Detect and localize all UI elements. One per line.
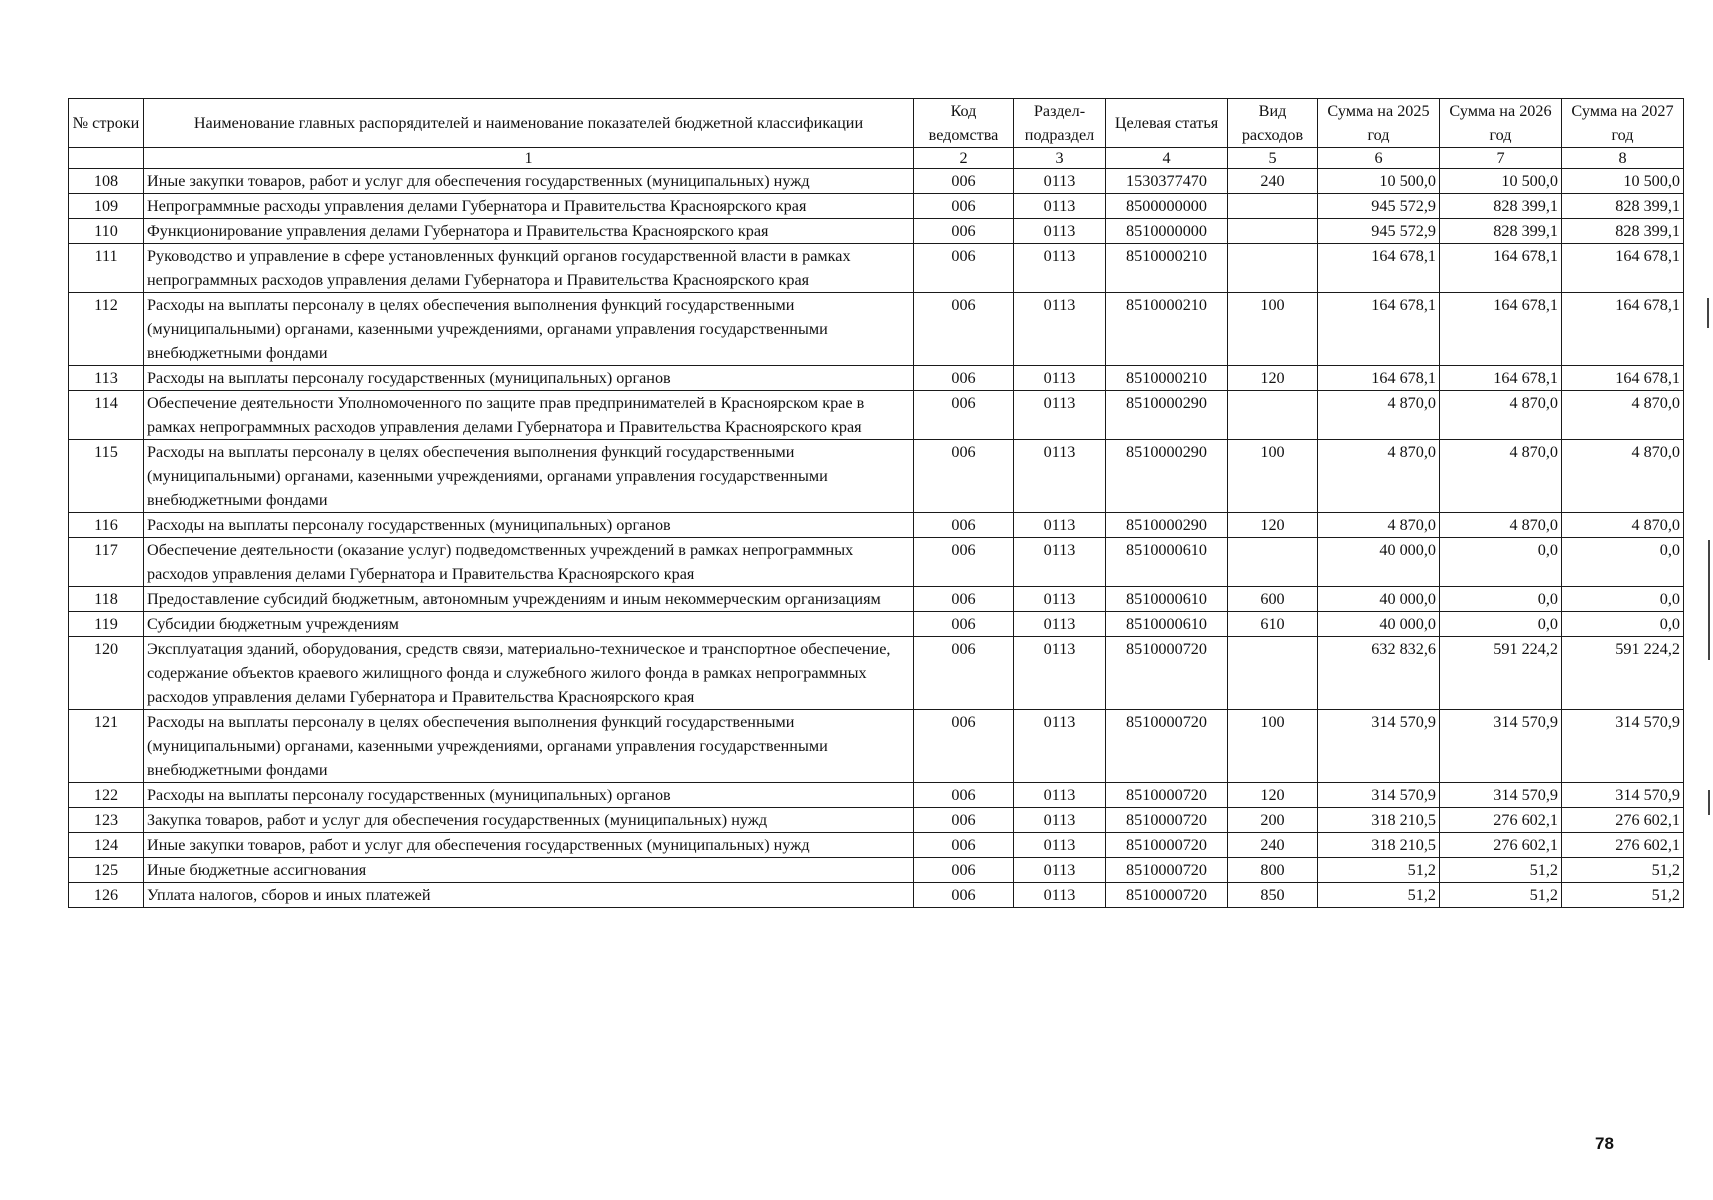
table-body xyxy=(69,169,1684,908)
row-target-article: 8510000610 xyxy=(1106,587,1228,612)
row-sum-2025: 314 570,9 xyxy=(1318,783,1440,808)
row-sum-2027: 276 602,1 xyxy=(1562,833,1684,858)
row-section: 0113 xyxy=(1014,883,1106,908)
row-name: Субсидии бюджетным учреждениям xyxy=(144,612,914,637)
row-target-article: 8510000720 xyxy=(1106,833,1228,858)
row-sum-2026: 314 570,9 xyxy=(1440,783,1562,808)
row-number: 116 xyxy=(69,513,144,538)
row-department-code: 006 xyxy=(914,293,1014,366)
column-number: 4 xyxy=(1106,148,1228,169)
table-header xyxy=(69,99,1684,169)
header-row-number: № строки xyxy=(69,99,144,148)
table-row xyxy=(69,612,1684,637)
row-number: 118 xyxy=(69,587,144,612)
row-expense-type xyxy=(1228,538,1318,587)
header-name: Наименование главных распорядителей и наименование показателей бюджетной классификации xyxy=(144,99,914,148)
row-sum-2027: 4 870,0 xyxy=(1562,391,1684,440)
row-target-article: 8510000290 xyxy=(1106,513,1228,538)
row-name: Расходы на выплаты персоналу государственных (муниципальных) органов xyxy=(144,513,914,538)
row-department-code: 006 xyxy=(914,783,1014,808)
table-row xyxy=(69,366,1684,391)
row-section: 0113 xyxy=(1014,293,1106,366)
row-name: Иные бюджетные ассигнования xyxy=(144,858,914,883)
row-sum-2026: 4 870,0 xyxy=(1440,391,1562,440)
row-section: 0113 xyxy=(1014,194,1106,219)
table-row xyxy=(69,538,1684,587)
row-name: Иные закупки товаров, работ и услуг для обеспечения государственных (муниципальных) нужд xyxy=(144,833,914,858)
row-department-code: 006 xyxy=(914,244,1014,293)
column-number: 2 xyxy=(914,148,1014,169)
row-department-code: 006 xyxy=(914,440,1014,513)
row-sum-2025: 51,2 xyxy=(1318,883,1440,908)
row-expense-type: 240 xyxy=(1228,169,1318,194)
row-sum-2026: 4 870,0 xyxy=(1440,513,1562,538)
row-department-code: 006 xyxy=(914,612,1014,637)
table-row xyxy=(69,858,1684,883)
row-sum-2026: 164 678,1 xyxy=(1440,244,1562,293)
row-department-code: 006 xyxy=(914,219,1014,244)
table-row xyxy=(69,440,1684,513)
row-expense-type: 240 xyxy=(1228,833,1318,858)
row-expense-type: 800 xyxy=(1228,858,1318,883)
row-name: Иные закупки товаров, работ и услуг для обеспечения государственных (муниципальных) нужд xyxy=(144,169,914,194)
row-section: 0113 xyxy=(1014,587,1106,612)
row-department-code: 006 xyxy=(914,710,1014,783)
row-sum-2026: 0,0 xyxy=(1440,612,1562,637)
row-sum-2027: 314 570,9 xyxy=(1562,783,1684,808)
row-sum-2026: 314 570,9 xyxy=(1440,710,1562,783)
row-department-code: 006 xyxy=(914,366,1014,391)
row-expense-type xyxy=(1228,244,1318,293)
row-department-code: 006 xyxy=(914,194,1014,219)
row-name: Уплата налогов, сборов и иных платежей xyxy=(144,883,914,908)
row-sum-2025: 4 870,0 xyxy=(1318,391,1440,440)
row-target-article: 8510000720 xyxy=(1106,883,1228,908)
row-sum-2025: 10 500,0 xyxy=(1318,169,1440,194)
row-name: Расходы на выплаты персоналу государственных (муниципальных) органов xyxy=(144,783,914,808)
row-department-code: 006 xyxy=(914,808,1014,833)
row-department-code: 006 xyxy=(914,587,1014,612)
row-number: 123 xyxy=(69,808,144,833)
row-department-code: 006 xyxy=(914,391,1014,440)
row-name: Руководство и управление в сфере установленных функций органов государственной власти в рамках непрограммных расходов управления делами Губернатора и Правительства Красноярского края xyxy=(144,244,914,293)
row-sum-2025: 945 572,9 xyxy=(1318,219,1440,244)
row-expense-type: 120 xyxy=(1228,513,1318,538)
row-department-code: 006 xyxy=(914,883,1014,908)
row-department-code: 006 xyxy=(914,169,1014,194)
row-target-article: 8510000210 xyxy=(1106,293,1228,366)
table-row xyxy=(69,783,1684,808)
row-sum-2025: 318 210,5 xyxy=(1318,808,1440,833)
table-row xyxy=(69,391,1684,440)
header-expense-type: Вид расходов xyxy=(1228,99,1318,148)
row-name: Расходы на выплаты персоналу в целях обеспечения выполнения функций государственными (муниципальными) органами, казенными учреждениями, органами управления государственными внебюджетными фондами xyxy=(144,710,914,783)
row-expense-type xyxy=(1228,391,1318,440)
row-target-article: 8510000000 xyxy=(1106,219,1228,244)
row-department-code: 006 xyxy=(914,637,1014,710)
row-sum-2027: 164 678,1 xyxy=(1562,293,1684,366)
row-section: 0113 xyxy=(1014,858,1106,883)
column-number: 7 xyxy=(1440,148,1562,169)
row-sum-2027: 0,0 xyxy=(1562,587,1684,612)
table-row xyxy=(69,194,1684,219)
row-expense-type: 200 xyxy=(1228,808,1318,833)
header-sum-2027: Сумма на 2027 год xyxy=(1562,99,1684,148)
row-number: 124 xyxy=(69,833,144,858)
row-sum-2027: 51,2 xyxy=(1562,883,1684,908)
table-row xyxy=(69,169,1684,194)
row-section: 0113 xyxy=(1014,710,1106,783)
row-number: 117 xyxy=(69,538,144,587)
row-sum-2025: 40 000,0 xyxy=(1318,612,1440,637)
row-section: 0113 xyxy=(1014,440,1106,513)
row-department-code: 006 xyxy=(914,833,1014,858)
header-sum-2025: Сумма на 2025 год xyxy=(1318,99,1440,148)
row-sum-2027: 4 870,0 xyxy=(1562,513,1684,538)
row-name: Обеспечение деятельности Уполномоченного по защите прав предпринимателей в Красноярском крае в рамках непрограммных расходов управления делами Губернатора и Правительства Красноярского края xyxy=(144,391,914,440)
row-target-article: 8510000720 xyxy=(1106,858,1228,883)
row-sum-2025: 164 678,1 xyxy=(1318,293,1440,366)
row-number: 114 xyxy=(69,391,144,440)
row-sum-2027: 0,0 xyxy=(1562,538,1684,587)
header-target-article: Целевая статья xyxy=(1106,99,1228,148)
table-row xyxy=(69,293,1684,366)
table-row xyxy=(69,808,1684,833)
budget-sheet xyxy=(68,98,1683,908)
row-sum-2026: 51,2 xyxy=(1440,858,1562,883)
row-expense-type: 100 xyxy=(1228,710,1318,783)
row-section: 0113 xyxy=(1014,637,1106,710)
table-row xyxy=(69,513,1684,538)
scan-edge-mark xyxy=(1707,298,1709,328)
row-target-article: 8510000610 xyxy=(1106,538,1228,587)
row-expense-type: 120 xyxy=(1228,783,1318,808)
row-section: 0113 xyxy=(1014,244,1106,293)
row-sum-2026: 0,0 xyxy=(1440,538,1562,587)
row-target-article: 1530377470 xyxy=(1106,169,1228,194)
column-number: 5 xyxy=(1228,148,1318,169)
row-expense-type: 610 xyxy=(1228,612,1318,637)
row-sum-2027: 164 678,1 xyxy=(1562,366,1684,391)
row-number: 122 xyxy=(69,783,144,808)
table-row xyxy=(69,219,1684,244)
row-sum-2025: 40 000,0 xyxy=(1318,587,1440,612)
row-target-article: 8510000290 xyxy=(1106,440,1228,513)
column-number-row xyxy=(69,148,1684,169)
row-sum-2026: 4 870,0 xyxy=(1440,440,1562,513)
row-number: 115 xyxy=(69,440,144,513)
row-section: 0113 xyxy=(1014,219,1106,244)
row-name: Непрограммные расходы управления делами Губернатора и Правительства Красноярского края xyxy=(144,194,914,219)
column-number: 3 xyxy=(1014,148,1106,169)
row-sum-2027: 828 399,1 xyxy=(1562,219,1684,244)
row-sum-2025: 314 570,9 xyxy=(1318,710,1440,783)
row-sum-2026: 276 602,1 xyxy=(1440,833,1562,858)
row-sum-2027: 828 399,1 xyxy=(1562,194,1684,219)
row-section: 0113 xyxy=(1014,513,1106,538)
row-name: Эксплуатация зданий, оборудования, средств связи, материально-техническое и транспортное обеспечение, содержание объектов краевого жилищного фонда и служебного жилого фонда в рамках непрограммных расходов управления делами Губернатора и Правительства Красноярского края xyxy=(144,637,914,710)
row-section: 0113 xyxy=(1014,391,1106,440)
row-section: 0113 xyxy=(1014,538,1106,587)
column-number: 8 xyxy=(1562,148,1684,169)
column-number: 6 xyxy=(1318,148,1440,169)
row-sum-2026: 164 678,1 xyxy=(1440,293,1562,366)
row-sum-2026: 828 399,1 xyxy=(1440,194,1562,219)
row-number: 126 xyxy=(69,883,144,908)
row-section: 0113 xyxy=(1014,833,1106,858)
row-name: Расходы на выплаты персоналу в целях обеспечения выполнения функций государственными (муниципальными) органами, казенными учреждениями, органами управления государственными внебюджетными фондами xyxy=(144,293,914,366)
row-department-code: 006 xyxy=(914,538,1014,587)
row-number: 109 xyxy=(69,194,144,219)
row-section: 0113 xyxy=(1014,808,1106,833)
table-row xyxy=(69,587,1684,612)
row-sum-2027: 314 570,9 xyxy=(1562,710,1684,783)
row-name: Расходы на выплаты персоналу в целях обеспечения выполнения функций государственными (муниципальными) органами, казенными учреждениями, органами управления государственными внебюджетными фондами xyxy=(144,440,914,513)
row-number: 111 xyxy=(69,244,144,293)
row-expense-type: 850 xyxy=(1228,883,1318,908)
row-target-article: 8510000720 xyxy=(1106,783,1228,808)
row-section: 0113 xyxy=(1014,169,1106,194)
row-expense-type xyxy=(1228,219,1318,244)
row-sum-2027: 164 678,1 xyxy=(1562,244,1684,293)
row-sum-2025: 4 870,0 xyxy=(1318,440,1440,513)
page-number: 78 xyxy=(1595,1134,1614,1153)
row-department-code: 006 xyxy=(914,858,1014,883)
row-sum-2026: 0,0 xyxy=(1440,587,1562,612)
row-target-article: 8510000210 xyxy=(1106,244,1228,293)
row-target-article: 8510000290 xyxy=(1106,391,1228,440)
row-sum-2026: 828 399,1 xyxy=(1440,219,1562,244)
row-number: 108 xyxy=(69,169,144,194)
row-sum-2025: 945 572,9 xyxy=(1318,194,1440,219)
row-sum-2027: 10 500,0 xyxy=(1562,169,1684,194)
row-sum-2027: 276 602,1 xyxy=(1562,808,1684,833)
row-expense-type xyxy=(1228,194,1318,219)
row-section: 0113 xyxy=(1014,783,1106,808)
row-expense-type: 100 xyxy=(1228,440,1318,513)
table-row xyxy=(69,710,1684,783)
row-name: Расходы на выплаты персоналу государственных (муниципальных) органов xyxy=(144,366,914,391)
row-expense-type: 100 xyxy=(1228,293,1318,366)
row-target-article: 8510000210 xyxy=(1106,366,1228,391)
scan-edge-mark xyxy=(1708,790,1710,815)
row-name: Функционирование управления делами Губернатора и Правительства Красноярского края xyxy=(144,219,914,244)
row-sum-2027: 0,0 xyxy=(1562,612,1684,637)
row-sum-2027: 51,2 xyxy=(1562,858,1684,883)
header-row xyxy=(69,99,1684,148)
header-department-code: Код ведомства xyxy=(914,99,1014,148)
row-number: 119 xyxy=(69,612,144,637)
row-sum-2026: 276 602,1 xyxy=(1440,808,1562,833)
row-sum-2025: 51,2 xyxy=(1318,858,1440,883)
scan-edge-mark xyxy=(1708,540,1710,660)
row-sum-2027: 591 224,2 xyxy=(1562,637,1684,710)
row-sum-2026: 591 224,2 xyxy=(1440,637,1562,710)
row-expense-type: 600 xyxy=(1228,587,1318,612)
row-number: 120 xyxy=(69,637,144,710)
row-sum-2026: 10 500,0 xyxy=(1440,169,1562,194)
column-number-blank xyxy=(69,148,144,169)
row-number: 110 xyxy=(69,219,144,244)
table-row xyxy=(69,244,1684,293)
row-target-article: 8510000720 xyxy=(1106,637,1228,710)
row-expense-type xyxy=(1228,637,1318,710)
row-sum-2025: 4 870,0 xyxy=(1318,513,1440,538)
row-target-article: 8500000000 xyxy=(1106,194,1228,219)
table-row xyxy=(69,883,1684,908)
row-sum-2025: 40 000,0 xyxy=(1318,538,1440,587)
table-row xyxy=(69,833,1684,858)
row-sum-2026: 51,2 xyxy=(1440,883,1562,908)
row-sum-2025: 632 832,6 xyxy=(1318,637,1440,710)
row-number: 112 xyxy=(69,293,144,366)
row-department-code: 006 xyxy=(914,513,1014,538)
row-expense-type: 120 xyxy=(1228,366,1318,391)
row-sum-2025: 164 678,1 xyxy=(1318,366,1440,391)
row-section: 0113 xyxy=(1014,366,1106,391)
row-section: 0113 xyxy=(1014,612,1106,637)
row-name: Предоставление субсидий бюджетным, автономным учреждениям и иным некоммерческим организациям xyxy=(144,587,914,612)
table-row xyxy=(69,637,1684,710)
row-number: 113 xyxy=(69,366,144,391)
row-number: 125 xyxy=(69,858,144,883)
row-name: Обеспечение деятельности (оказание услуг) подведомственных учреждений в рамках непрограммных расходов управления делами Губернатора и Правительства Красноярского края xyxy=(144,538,914,587)
row-sum-2026: 164 678,1 xyxy=(1440,366,1562,391)
header-sum-2026: Сумма на 2026 год xyxy=(1440,99,1562,148)
column-number: 1 xyxy=(144,148,914,169)
row-sum-2027: 4 870,0 xyxy=(1562,440,1684,513)
row-name: Закупка товаров, работ и услуг для обеспечения государственных (муниципальных) нужд xyxy=(144,808,914,833)
row-sum-2025: 164 678,1 xyxy=(1318,244,1440,293)
row-target-article: 8510000610 xyxy=(1106,612,1228,637)
row-number: 121 xyxy=(69,710,144,783)
row-target-article: 8510000720 xyxy=(1106,710,1228,783)
row-target-article: 8510000720 xyxy=(1106,808,1228,833)
header-section: Раздел-подраздел xyxy=(1014,99,1106,148)
budget-table xyxy=(68,98,1684,908)
row-sum-2025: 318 210,5 xyxy=(1318,833,1440,858)
